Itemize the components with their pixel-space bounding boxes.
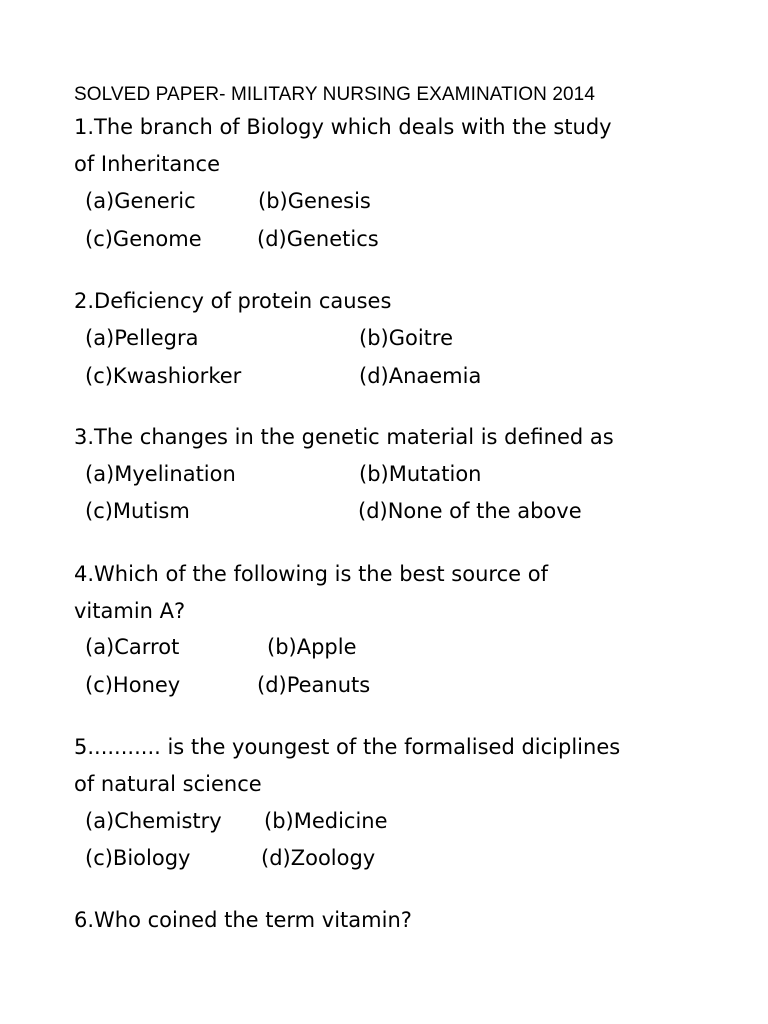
question-4-option-c: (c)Honey (85, 673, 181, 697)
question-2-option-b: (b)Goitre (359, 326, 453, 350)
question-5-option-c: (c)Biology (85, 846, 191, 870)
question-2-option-a: (a)Pellegra (85, 326, 199, 350)
question-4-text-line1: 4.Which of the following is the best source of (74, 562, 548, 586)
question-4-option-a: (a)Carrot (85, 635, 180, 659)
question-6-text: 6.Who coined the term vitamin? (74, 908, 412, 932)
question-2-option-c: (c)Kwashiorker (85, 364, 242, 388)
question-1-option-d: (d)Genetics (257, 227, 379, 251)
question-1-text-line2: of Inheritance (74, 152, 220, 176)
question-5-text-line2: of natural science (74, 772, 262, 796)
question-1-option-c: (c)Genome (85, 227, 202, 251)
question-2-option-d: (d)Anaemia (359, 364, 482, 388)
question-3-text: 3.The changes in the genetic material is defined as (74, 425, 614, 449)
question-5-text-line1: 5........... is the youngest of the formalised diciplines (74, 735, 621, 759)
question-3-option-c: (c)Mutism (85, 499, 190, 523)
question-4-option-b: (b)Apple (267, 635, 357, 659)
question-2-text: 2.Deficiency of protein causes (74, 289, 392, 313)
question-3-option-b: (b)Mutation (359, 462, 482, 486)
question-1-text-line1: 1.The branch of Biology which deals with the study (74, 115, 612, 139)
question-4-option-d: (d)Peanuts (257, 673, 371, 697)
question-5-option-a: (a)Chemistry (85, 809, 222, 833)
document-title: SOLVED PAPER- MILITARY NURSING EXAMINATION 2014 (74, 84, 596, 105)
question-3-option-a: (a)Myelination (85, 462, 236, 486)
question-5-option-b: (b)Medicine (264, 809, 388, 833)
question-3-option-d: (d)None of the above (358, 499, 582, 523)
question-4-text-line2: vitamin A? (74, 599, 186, 623)
question-5-option-d: (d)Zoology (261, 846, 376, 870)
question-1-option-a: (a)Generic (85, 189, 196, 213)
question-1-option-b: (b)Genesis (258, 189, 371, 213)
